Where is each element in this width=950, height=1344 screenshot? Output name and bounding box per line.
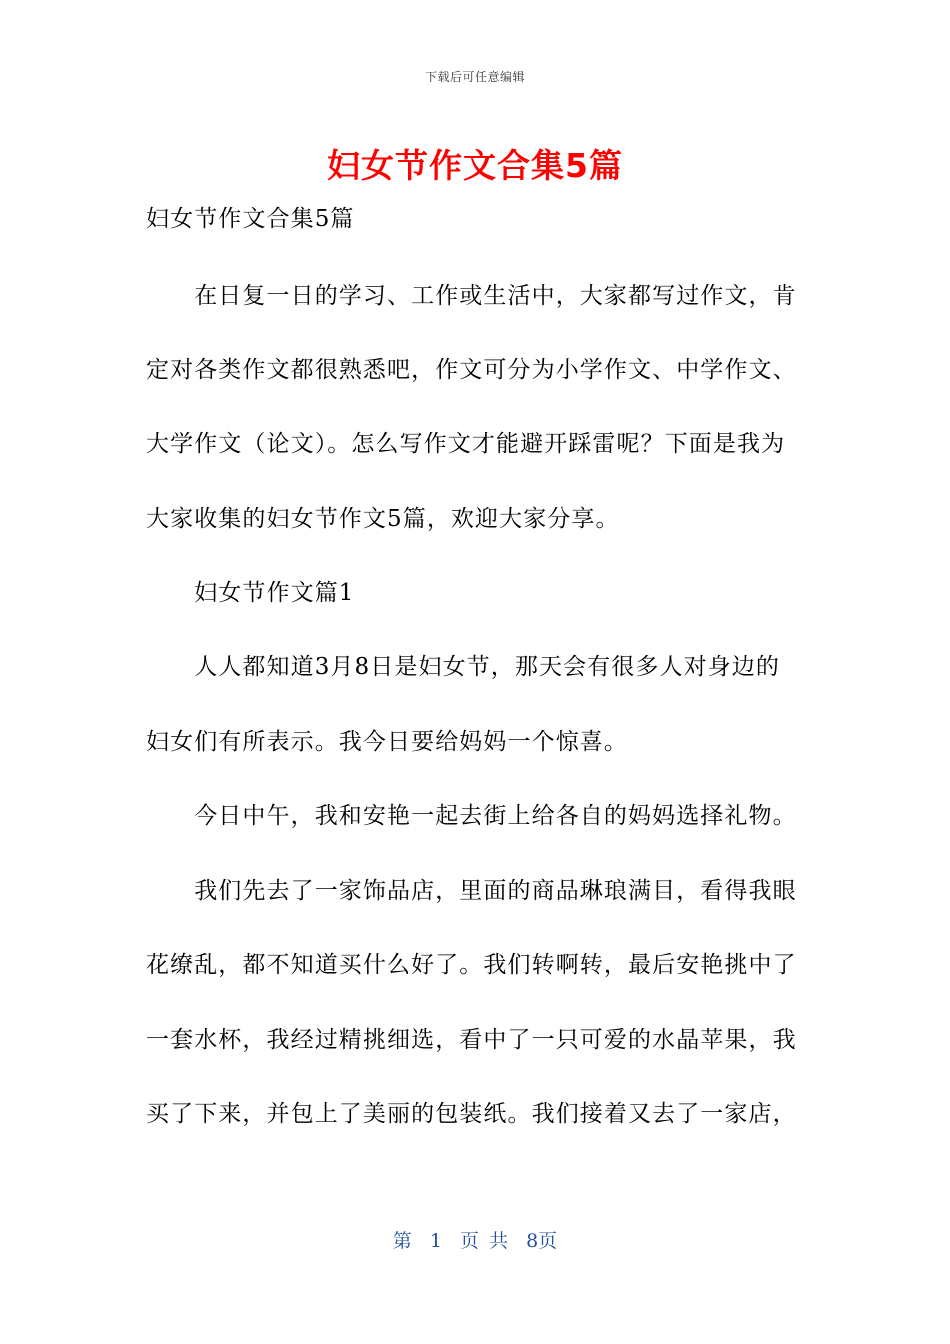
footer-prefix: 第 (392, 1230, 412, 1252)
footer-total: 8页 (526, 1230, 558, 1252)
paragraph-line: 人人都知道3月8日是妇女节，那天会有很多人对身边的 (146, 654, 780, 680)
subtitle-line: 妇女节作文合集5篇 (146, 206, 355, 232)
paragraph-line: 定对各类作文都很熟悉吧，作文可分为小学作文、中学作文、 (146, 357, 797, 383)
paragraph-line: 妇女们有所表示。我今日要给妈妈一个惊喜。 (146, 729, 628, 755)
paragraph-line: 今日中午，我和安艳一起去街上给各自的妈妈选择礼物。 (146, 803, 797, 829)
paragraph-line: 买了下来，并包上了美丽的包装纸。我们接着又去了一家店， (146, 1101, 797, 1127)
section-heading: 妇女节作文篇1 (146, 580, 355, 606)
paragraph-line: 大学作文（论文）。怎么写作文才能避开踩雷呢？下面是我为 (146, 431, 786, 457)
header-note: 下载后可任意编辑 (424, 70, 525, 84)
paragraph-line: 一套水杯，我经过精挑细选，看中了一只可爱的水晶苹果，我 (146, 1027, 797, 1053)
paragraph-line: 花缭乱，都不知道买什么好了。我们转啊转，最后安艳挑中了 (146, 952, 797, 978)
footer-page-number: 1 (429, 1230, 442, 1252)
paragraph-line: 在日复一日的学习、工作或生活中，大家都写过作文，肯 (146, 283, 797, 309)
paragraph-line: 大家收集的妇女节作文5篇，欢迎大家分享。 (146, 506, 620, 532)
document-title: 妇女节作文合集5篇 (327, 146, 623, 185)
page-footer (0, 1226, 950, 1253)
paragraph-line: 我们先去了一家饰品店，里面的商品琳琅满目，看得我眼 (146, 878, 797, 904)
footer-mid: 页 共 (460, 1230, 509, 1252)
